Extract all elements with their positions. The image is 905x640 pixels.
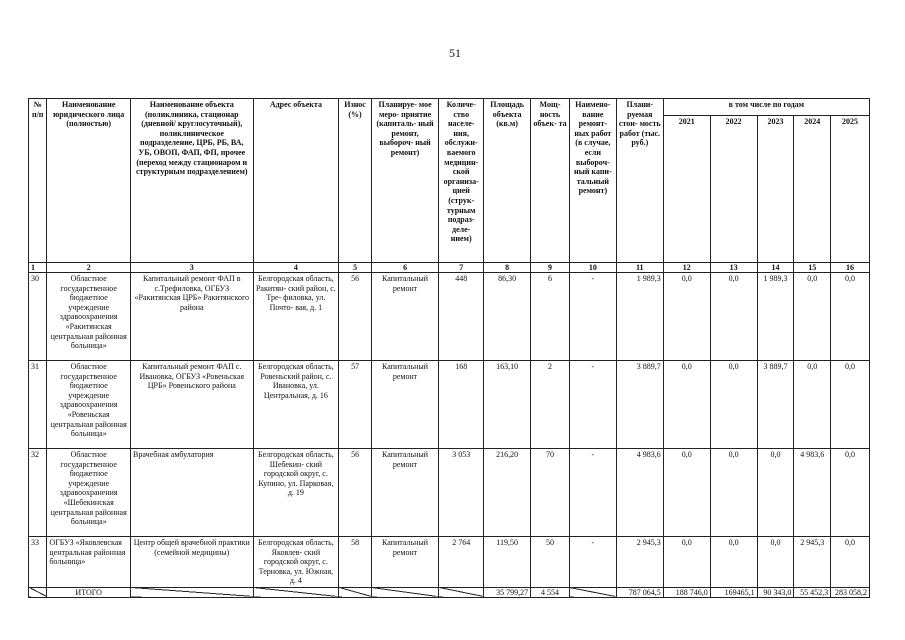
header-address: Адрес объекта xyxy=(253,99,339,263)
row-year-2024: 4 983,6 xyxy=(794,449,831,537)
row-wear: 56 xyxy=(339,273,372,361)
row-year-2025: 0,0 xyxy=(831,449,870,537)
row-measure: Капитальный ремонт xyxy=(371,361,438,449)
header-works: Наимено- вание ремонт- ных работ (в случае, если выбороч- ный капи- тальный ремонт) xyxy=(569,99,616,263)
row-area: 86,30 xyxy=(484,273,531,361)
row-measure: Капитальный ремонт xyxy=(371,273,438,361)
row-wear: 58 xyxy=(339,537,372,588)
row-works: - xyxy=(569,449,616,537)
row-num: 33 xyxy=(29,537,47,588)
diagonal-cell xyxy=(439,587,484,597)
header-year-2023: 2023 xyxy=(757,116,794,263)
header-object: Наименование объекта (поликлиника, стационар (дневной/ круглосуточный), поликлиническое подразделение, ЦРБ, РБ, ВА, УБ, ОВОП, ФАП, ФП, прочее (переход между стационаром и структурным подразделением) xyxy=(131,99,253,263)
total-year-2023: 90 343,0 xyxy=(757,587,794,597)
row-entity: Областное государственное бюджетное учреждение здравоохранения «Ракитянская центральная районная больница» xyxy=(47,273,131,361)
column-number: 5 xyxy=(339,263,372,273)
column-number: 13 xyxy=(710,263,757,273)
column-number-row xyxy=(29,263,870,273)
header-entity: Наименование юридического лица (полностью) xyxy=(47,99,131,263)
row-year-2024: 2 945,3 xyxy=(794,537,831,588)
column-number: 9 xyxy=(531,263,570,273)
column-number: 2 xyxy=(47,263,131,273)
row-object: Врачебная амбулатория xyxy=(131,449,253,537)
total-cost: 787 064,5 xyxy=(616,587,663,597)
row-year-2023: 0,0 xyxy=(757,449,794,537)
total-capacity: 4 554 xyxy=(531,587,570,597)
diagonal-cell xyxy=(569,587,616,597)
row-address: Белгородская область, Яковлев- ский городской округ, с. Терновка, ул. Южная, д. 4 xyxy=(253,537,339,588)
row-year-2025: 0,0 xyxy=(831,361,870,449)
column-number: 1 xyxy=(29,263,47,273)
diagonal-cell xyxy=(131,587,253,597)
column-number: 3 xyxy=(131,263,253,273)
row-year-2021: 0,0 xyxy=(663,537,710,588)
row-year-2023: 3 889,7 xyxy=(757,361,794,449)
row-year-2022: 0,0 xyxy=(710,361,757,449)
row-works: - xyxy=(569,273,616,361)
header-cost: Плани- руемая стои- мость работ (тыс. руб.) xyxy=(616,99,663,263)
row-year-2022: 0,0 xyxy=(710,449,757,537)
row-capacity: 50 xyxy=(531,537,570,588)
row-capacity: 70 xyxy=(531,449,570,537)
row-num: 30 xyxy=(29,273,47,361)
column-number: 15 xyxy=(794,263,831,273)
column-number: 6 xyxy=(371,263,438,273)
header-population: Количе- ство населе- ния, обслужи- ваемого медицин- ской организа- цией (струк- турным подраз- деле- нием) xyxy=(439,99,484,263)
row-wear: 56 xyxy=(339,449,372,537)
column-number: 4 xyxy=(253,263,339,273)
row-year-2025: 0,0 xyxy=(831,537,870,588)
header-num: № п/п xyxy=(29,99,47,263)
row-num: 31 xyxy=(29,361,47,449)
total-year-2024: 55 452,3 xyxy=(794,587,831,597)
row-year-2024: 0,0 xyxy=(794,273,831,361)
header-years-group: в том числе по годам xyxy=(663,99,869,116)
row-works: - xyxy=(569,361,616,449)
row-object: Центр общей врачебной практики (семейной медицины) xyxy=(131,537,253,588)
row-capacity: 6 xyxy=(531,273,570,361)
row-works: - xyxy=(569,537,616,588)
column-number: 16 xyxy=(831,263,870,273)
table-row xyxy=(29,273,870,361)
row-object: Капитальный ремонт ФАП в с.Трефиловка, ОГБУЗ «Ракитянская ЦРБ» Ракитянского района xyxy=(131,273,253,361)
column-number: 7 xyxy=(439,263,484,273)
header-measure: Планируе- мое меро- приятие (капиталь- ный ремонт, выбороч- ный ремонт) xyxy=(371,99,438,263)
table-row xyxy=(29,449,870,537)
diagonal-cell xyxy=(339,587,372,597)
header-capacity: Мощ- ность объек- та xyxy=(531,99,570,263)
row-population: 168 xyxy=(439,361,484,449)
diagonal-cell xyxy=(253,587,339,597)
repair-program-table xyxy=(28,98,870,598)
total-year-2022: 169465,1 xyxy=(710,587,757,597)
page-number: 51 xyxy=(449,46,461,60)
column-number: 14 xyxy=(757,263,794,273)
row-num: 32 xyxy=(29,449,47,537)
column-number: 8 xyxy=(484,263,531,273)
row-area: 163,10 xyxy=(484,361,531,449)
row-population: 2 764 xyxy=(439,537,484,588)
header-year-2024: 2024 xyxy=(794,116,831,263)
row-year-2021: 0,0 xyxy=(663,361,710,449)
row-entity: ОГБУЗ «Яковлевская центральная районная больница» xyxy=(47,537,131,588)
row-measure: Капитальный ремонт xyxy=(371,537,438,588)
row-measure: Капитальный ремонт xyxy=(371,449,438,537)
row-area: 119,50 xyxy=(484,537,531,588)
total-label: ИТОГО xyxy=(47,587,131,597)
row-year-2023: 1 989,3 xyxy=(757,273,794,361)
row-year-2021: 0,0 xyxy=(663,449,710,537)
row-address: Белгородская область, Шебекин- ский городской округ, с. Купино, ул. Парковая, д. 19 xyxy=(253,449,339,537)
table-row xyxy=(29,537,870,588)
row-cost: 2 945,3 xyxy=(616,537,663,588)
column-number: 11 xyxy=(616,263,663,273)
total-year-2021: 188 746,0 xyxy=(663,587,710,597)
row-entity: Областное государственное бюджетное учреждение здравоохранения «Ровеньская центральная районная больница» xyxy=(47,361,131,449)
header-wear: Износ (%) xyxy=(339,99,372,263)
header-year-2021: 2021 xyxy=(663,116,710,263)
column-number: 10 xyxy=(569,263,616,273)
row-address: Белгородская область, Ракитян- ский район, с. Тре- филовка, ул. Почто- вая, д. 1 xyxy=(253,273,339,361)
row-year-2024: 0,0 xyxy=(794,361,831,449)
header-year-2022: 2022 xyxy=(710,116,757,263)
row-entity: Областное государственное бюджетное учреждение здравоохранения «Шебекинская центральная районная больница» xyxy=(47,449,131,537)
column-number: 12 xyxy=(663,263,710,273)
row-population: 3 053 xyxy=(439,449,484,537)
row-area: 216,20 xyxy=(484,449,531,537)
diagonal-cell xyxy=(371,587,438,597)
header-area: Площадь объекта (кв.м) xyxy=(484,99,531,263)
row-cost: 1 989,3 xyxy=(616,273,663,361)
row-address: Белгородская область, Ровеньский район, с. Ивановка, ул. Центральная, д. 16 xyxy=(253,361,339,449)
total-row xyxy=(29,587,870,597)
total-area: 35 799,27 xyxy=(484,587,531,597)
table-row xyxy=(29,361,870,449)
row-object: Капитальный ремонт ФАП с. Ивановка, ОГБУЗ «Ровеньская ЦРБ» Ровеньского района xyxy=(131,361,253,449)
diagonal-cell xyxy=(29,587,47,597)
header-row xyxy=(29,99,870,116)
total-year-2025: 283 058,2 xyxy=(831,587,870,597)
header-year-2025: 2025 xyxy=(831,116,870,263)
row-year-2022: 0,0 xyxy=(710,273,757,361)
row-year-2023: 0,0 xyxy=(757,537,794,588)
row-cost: 3 889,7 xyxy=(616,361,663,449)
row-year-2021: 0,0 xyxy=(663,273,710,361)
row-year-2025: 0,0 xyxy=(831,273,870,361)
row-cost: 4 983,6 xyxy=(616,449,663,537)
row-capacity: 2 xyxy=(531,361,570,449)
row-population: 448 xyxy=(439,273,484,361)
row-year-2022: 0,0 xyxy=(710,537,757,588)
row-wear: 57 xyxy=(339,361,372,449)
